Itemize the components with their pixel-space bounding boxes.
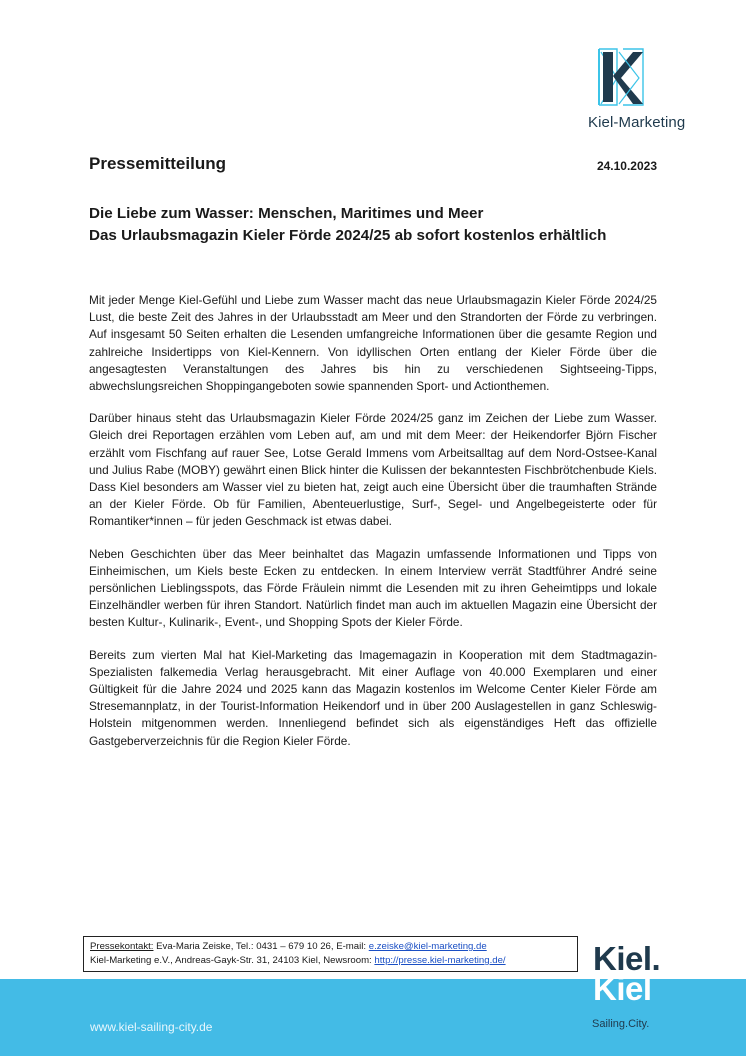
- paragraph-1: Mit jeder Menge Kiel-Gefühl und Liebe zum Wasser macht das neue Urlaubsmagazin Kieler Förde 2024/25 Lust, die beste Zeit des Jahres in der Urlaubsstadt am Meer und den Strandorten der Förde zu verbringen. Auf insgesamt 50 Seiten erhalten die Lesenden umfangreiche Informationen über die gesamte Region und zahlreiche Insidertipps von Kiel-Kennern. Von idyllischen Orten entlang der Kieler Förde über die angesagtesten Veranstaltungen des Jahres bis hin zu verschiedenen Sightseeing-Tipps, abwechslungsreichen Shoppingangeboten sowie spannenden Sport- und Actionthemen.: [89, 293, 657, 394]
- kiel-logo-word-dark: Kiel.: [593, 940, 661, 977]
- release-date: 24.10.2023: [596, 159, 657, 173]
- press-contact-box: [83, 936, 578, 972]
- contact-line-2: [90, 954, 571, 968]
- kiel-marketing-k-icon: [593, 48, 647, 106]
- newsroom-link[interactable]: http://presse.kiel-marketing.de/: [374, 955, 506, 966]
- kiel-logo-word-white: Kiel: [593, 970, 652, 1007]
- contact-address: Kiel-Marketing e.V., Andreas-Gayk-Str. 31, 24103 Kiel, Newsroom:: [90, 955, 375, 966]
- paragraph-3: Neben Geschichten über das Meer beinhaltet das Magazin umfassende Informationen und Tipps von Einheimischen, um Kiels beste Ecken zu entdecken. In einem Interview verrät Stadtführer André seine persönlichen Lieblingsspots, das Förde Fräulein nimmt die Lesenden mit zu ihren Geheimtipps und lokale Einzelhändler werben für ihren Standort. Natürlich findet man auch im aktuellen Magazin eine Übersicht der besten Kultur-, Kulinarik-, Event-, und Shopping Spots der Kieler Förde.: [89, 546, 657, 630]
- paragraph-4: Bereits zum vierten Mal hat Kiel-Marketing das Imagemagazin in Kooperation mit dem Stadtmagazin-Spezialisten falkemedia Verlag herausgebracht. Mit einer Auflage von 40.000 Exemplaren und einer Gültigkeit für die Jahre 2024 und 2025 kann das Magazin kostenlos im Welcome Center Kieler Förde am Stresemannplatz, in der Tourist-Information Heikendorf und in über 200 Auslagestellen in ganz Schleswig-Holstein mitgenommen werden. Innenliegend befindet sich als eigenständiges Heft das offizielle Gastgeberverzeichnis für die Region Kieler Förde.: [89, 647, 657, 748]
- document-type-title: Pressemitteilung: [89, 154, 226, 173]
- footer-website-url: www.kiel-sailing-city.de: [90, 1020, 213, 1034]
- headline: [89, 203, 606, 247]
- kiel-sailing-city-logo: [590, 942, 680, 1037]
- kiel-marketing-logo: [588, 48, 686, 138]
- headline-line-2: Das Urlaubsmagazin Kieler Förde 2024/25 ab sofort kostenlos erhältlich: [89, 227, 607, 244]
- headline-line-1: Die Liebe zum Wasser: Menschen, Maritimes und Meer: [89, 205, 484, 222]
- body-text: [89, 292, 657, 765]
- paragraph-2: Darüber hinaus steht das Urlaubsmagazin Kieler Förde 2024/25 ganz im Zeichen der Liebe zum Wasser. Gleich drei Reportagen erzählen vom Leben auf, am und mit dem Meer: der Heikendorfer Björn Fischer erzählt vom Fischfang auf rauer See, Lotse Gerald Immens vom Arbeitsalltag auf dem Nord-Ostsee-Kanal und Julius Rabe (MOBY) gewährt einen Blick hinter die Kulissen der bekanntesten Fischbrötchenbude Kiels. Dass Kiel besonders am Wasser viel zu bieten hat, zeigt auch eine Übersicht über die traumhaften Strände an der Kieler Förde. Ob für Familien, Abenteuerlustige, Surf-, Segel- und Angelbegeisterte oder für Romantiker*innen – für jeden Geschmack ist etwas dabei.: [89, 411, 657, 529]
- contact-email-link[interactable]: e.zeiske@kiel-marketing.de: [368, 941, 487, 952]
- contact-person: Eva-Maria Zeiske, Tel.: 0431 – 679 10 26, E-mail:: [153, 941, 369, 952]
- contact-line-1: [90, 940, 571, 954]
- kiel-marketing-wordmark: Kiel-Marketing: [588, 114, 686, 131]
- kiel-logo-tagline: Sailing.City.: [592, 1018, 650, 1030]
- contact-label: Pressekontakt:: [90, 941, 154, 952]
